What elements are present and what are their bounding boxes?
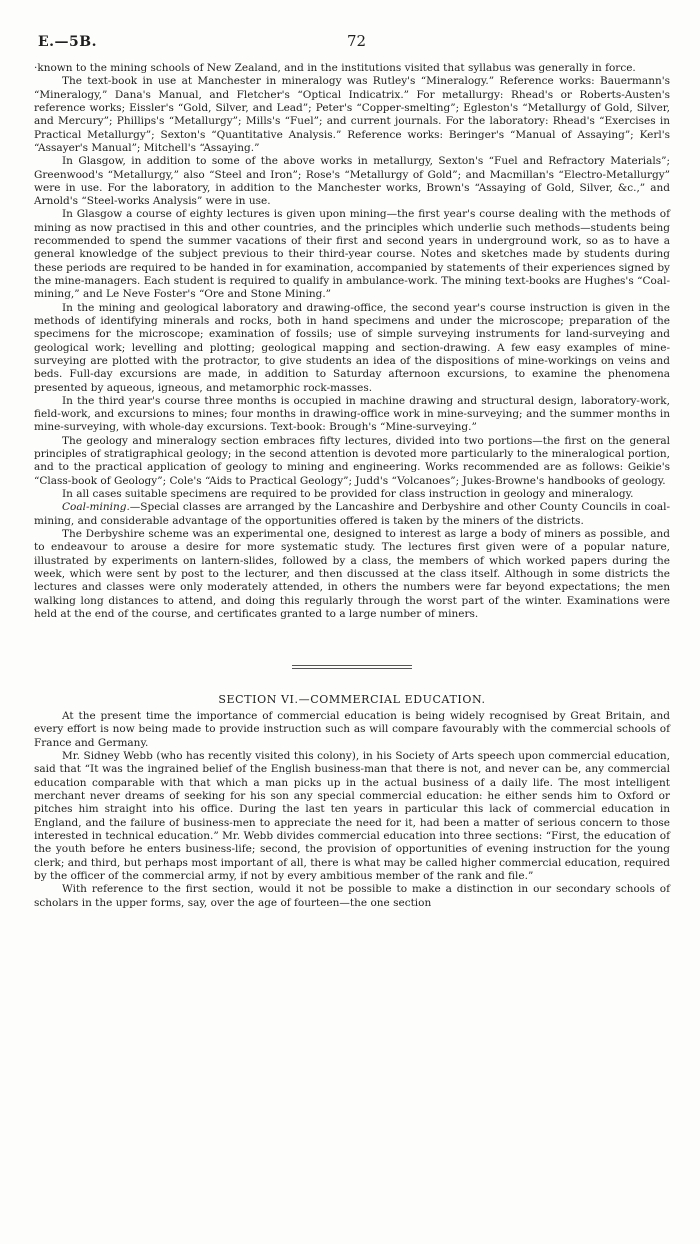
page-number: 72 — [347, 32, 367, 50]
paragraph-coal-mining — [34, 501, 670, 528]
paragraph-commercial-importance: At the present time the importance of commercial education is being widely recognised by Great Britain, and every effort is now being made to provide instruction such as will compare favourably with the commercial schools of France and Germany. — [34, 710, 670, 749]
body-text — [34, 62, 670, 621]
paragraph-continued: ·known to the mining schools of New Zealand, and in the institutions visited that syllabus was generally in force. — [34, 62, 636, 74]
paragraph-third-year-course: In the third year's course three months is occupied in machine drawing and structural design, laboratory-work, field-work, and excursions to mines; four months in drawing-office work in mine-surveying; and the summer months in mine-surveying, with whole-day excursions. Text-book: Brough's “Mine-surveying.” — [34, 394, 670, 434]
section-vi-body — [34, 710, 670, 910]
coal-mining-text: —Special classes are arranged by the Lancashire and Derbyshire and other County Councils in coal-mining, and considerable advantage of the opportunities offered is taken by the miners of the districts. — [34, 501, 670, 527]
divider-line-top — [292, 665, 412, 666]
paragraph-derbyshire-scheme: The Derbyshire scheme was an experimental one, designed to interest as large a body of miners as possible, and to endeavour to arouse a desire for more systematic study. The lectures first given were of a popular nature, illustrated by experiments on lantern-slides, followed by a class, the members of which worked papers during the week, which were sent by post to the lecturer, and then discussed at the class itself. Although in some districts the lectures and classes were only moderately attended, in others the numbers were far beyond expectations; the men walking long distances to attend, and doing this regularly through the worst part of the winter. Examinations were held at the end of the course, and certificates granted to a large number of miners. — [34, 527, 670, 620]
section-divider — [292, 665, 412, 669]
paragraph-first-section: With reference to the first section, would it not be possible to make a distinction in our secondary schools of scholars in the upper forms, say, over the age of fourteen—the one section — [34, 883, 670, 909]
paragraph-sidney-webb: Mr. Sidney Webb (who has recently visited this colony), in his Society of Arts speech upon commercial education, said that “It was the ingrained belief of the English business-man that there is not, and never can be, any commercial education comparable with that which a man picks up in the actual business of a daily life. The most intelligent merchant never dreams of seeking for his son any special commercial education: he either sends him to Oxford or pitches him straight into his office. During the last ten years in particular this lack of commercial education in England, and the failure of business-men to appreciate the need for it, had been a matter of serious concern to those interested in technical education.” Mr. Webb divides commercial education into three sections: “First, the education of the youth before he enters business-life; second, the provision of opportunities of evening instruction for the young clerk; and third, but perhaps most important of all, there is what may be called higher commercial education, required by the officer of the commercial army, if not by every ambitious member of the rank and file.” — [34, 750, 670, 882]
paragraph-geology-section: The geology and mineralogy section embraces fifty lectures, divided into two portions—the first on the general principles of stratigraphical geology; in the second attention is devoted more particularly to the mineralogical portion, and to the practical application of geology to mining and engineering. Works recommended are as follows: Geikie's “Class-book of Geology”; Cole's “Aids to Practical Geology”; Judd's “Volcanoes”; Jukes-Browne's handbooks of geology. — [34, 434, 670, 487]
paragraph-specimens: In all cases suitable specimens are required to be provided for class instruction in geology and mineralogy. — [62, 488, 634, 500]
paragraph-glasgow-metallurgy: In Glasgow, in addition to some of the above works in metallurgy, Sexton's “Fuel and Refractory Materials”; Greenwood's “Metallurgy,” also “Steel and Iron”; Rose's “Metallurgy of Gold”; and Macmillan's “Electro-Metallurgy” were in use. For the laboratory, in addition to the Manchester works, Brown's “Assaying of Gold, Silver, &c.,” and Arnold's “Steel-works Analysis” were in use. — [34, 155, 670, 208]
section-heading: SECTION VI.—COMMERCIAL EDUCATION. — [218, 693, 486, 707]
paragraph-glasgow-mining-course: In Glasgow a course of eighty lectures is given upon mining—the first year's course dealing with the methods of mining as now practised in this and other countries, and the principles which underlie such methods—students being recommended to spend the summer vacations of their first and second years in underground work, so as to have a general knowledge of the subject previous to their third-year course. Notes and sketches made by students during these periods are required to be handed in for examination, accompanied by statements of their experiences signed by the mine-managers. Each student is required to qualify in ambulance-work. The mining text-books are Hughes's “Coal-mining,” and Le Neve Foster's “Ore and Stone Mining.” — [34, 208, 670, 301]
paragraph-manchester-textbooks: The text-book in use at Manchester in mineralogy was Rutley's “Mineralogy.” Reference works: Bauermann's “Mineralogy,” Dana's Manual, and Fletcher's “Optical Indicatrix.” For metallurgy: Rhead's or Roberts-Austen's reference works; Eissler's “Gold, Silver, and Lead”; Peter's “Copper-smelting”; Egleston's “Metallurgy of Gold, Silver, and Mercury”; Phillips's “Metallurgy”; Mills's “Fuel”; and current journals. For the laboratory: Rhead's “Exercises in Practical Metallurgy”; Sexton's “Quantitative Analysis.” Reference works: Beringer's “Manual of Assaying”; Kerl's “Assayer's Manual”; Mitchell's “Assaying.” — [34, 75, 670, 154]
report-reference: E.—5B. — [38, 34, 97, 50]
coal-mining-heading: Coal-mining. — [62, 501, 130, 514]
paragraph-second-year-course: In the mining and geological laboratory and drawing-office, the second year's course instruction is given in the methods of identifying minerals and rocks, both in hand specimens and under the microscope; preparation of the specimens for the microscope; examination of fossils; use of simple surveying instruments for land-surveying and geological work; levelling and plotting; geological mapping and section-drawing. A few easy examples of mine-surveying are plotted with the protractor, to give students an idea of the dispositions of mine-workings on veins and beds. Full-day excursions are made, in addition to Saturday afternoon excursions, to examine the phenomena presented by aqueous, igneous, and metamorphic rock-masses. — [34, 301, 670, 394]
page-header — [34, 26, 670, 48]
divider-line-bottom — [292, 668, 412, 669]
